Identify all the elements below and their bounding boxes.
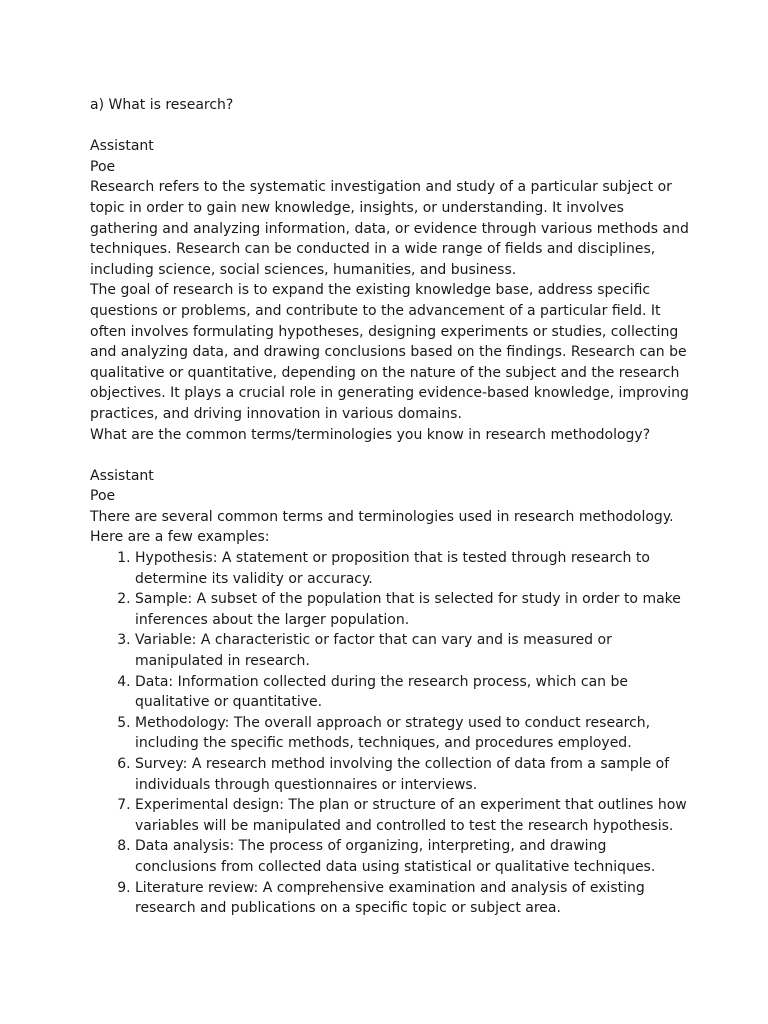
list-item: 2. Sample: A subset of the population that is selected for study in order to make inferences about the larger population. bbox=[135, 589, 690, 630]
question-text: What are the common terms/terminologies you know in research methodology? bbox=[90, 426, 651, 443]
spacer bbox=[90, 445, 690, 466]
answer-paragraph: Research refers to the systematic investigation and study of a particular subject or topic in order to gain new knowledge, insights, or understanding. It involves gathering and analyzing information, data, or evidence through various methods and techniques. Research can be conducted in a wide range of fields and disciplines, including science, social sciences, humanities, and business. bbox=[90, 179, 689, 278]
list-item: 3. Variable: A characteristic or factor that can vary and is measured or manipulated in research. bbox=[135, 630, 690, 671]
document-page bbox=[90, 95, 690, 919]
list-item: 9. Literature review: A comprehensive examination and analysis of existing research and publications on a specific topic or subject area. bbox=[135, 878, 690, 919]
bot-name: Poe bbox=[90, 158, 116, 175]
speaker-role: Assistant bbox=[90, 138, 154, 155]
list-item: 1. Hypothesis: A statement or proposition that is tested through research to determine its validity or accuracy. bbox=[135, 548, 690, 589]
list-item: 4. Data: Information collected during the research process, which can be qualitative or quantitative. bbox=[135, 672, 690, 713]
list-item: 7. Experimental design: The plan or structure of an experiment that outlines how variables will be manipulated and controlled to test the research hypothesis. bbox=[135, 795, 690, 836]
spacer bbox=[90, 116, 690, 137]
answer-paragraph: The goal of research is to expand the existing knowledge base, address specific questions or problems, and contribute to the advancement of a particular field. It often involves formulating hypotheses, designing experiments or studies, collecting and analyzing data, and drawing conclusions based on the findings. Research can be qualitative or quantitative, depending on the nature of the subject and the research objectives. It plays a crucial role in generating evidence-based knowledge, improving practices, and driving innovation in various domains. bbox=[90, 282, 689, 422]
answer-intro: There are several common terms and terminologies used in research methodology. Here are a few examples: bbox=[90, 508, 674, 546]
speaker-role: Assistant bbox=[90, 467, 154, 484]
list-item: 8. Data analysis: The process of organizing, interpreting, and drawing conclusions from collected data using statistical or qualitative techniques. bbox=[135, 836, 690, 877]
question-heading: a) What is research? bbox=[90, 97, 234, 113]
bot-name: Poe bbox=[90, 488, 116, 505]
terms-list bbox=[90, 548, 690, 919]
list-item: 6. Survey: A research method involving the collection of data from a sample of individuals through questionnaires or interviews. bbox=[135, 754, 690, 795]
list-item: 5. Methodology: The overall approach or strategy used to conduct research, including the specific methods, techniques, and procedures employed. bbox=[135, 713, 690, 754]
